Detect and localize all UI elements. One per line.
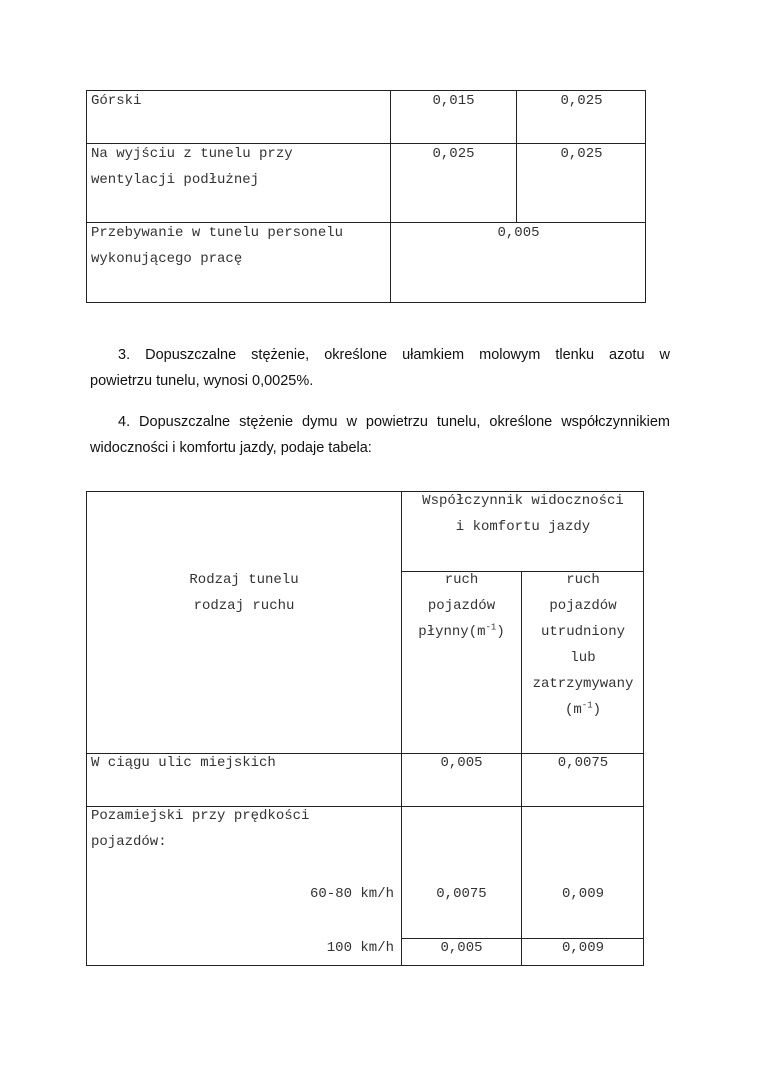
- table-2-speed-100-col1: 0,005: [440, 940, 483, 956]
- unit-close: ): [496, 624, 505, 640]
- table-2-header-col1: [402, 567, 521, 645]
- table-2-row-miejskie-col2: 0,0075: [557, 755, 609, 771]
- table-2-header-rodzaj: [87, 567, 401, 619]
- header-line: utrudniony: [540, 624, 625, 640]
- label-line: Przebywanie w tunelu personelu: [91, 225, 344, 241]
- table-1-row-1-col2: 0,025: [560, 93, 603, 109]
- table-1-row-1-col1: 0,015: [432, 93, 475, 109]
- header-line: zatrzymywany: [532, 676, 634, 692]
- label-line: Na wyjściu z tunelu przy: [91, 146, 293, 162]
- header-line: Rodzaj tunelu: [189, 572, 299, 588]
- unit-close: ): [592, 702, 602, 718]
- table-1-row-2-label: [91, 141, 293, 193]
- unit-text: płynny(m: [418, 624, 486, 640]
- unit-exponent: -1: [581, 700, 593, 711]
- label-line: wykonującego pracę: [91, 251, 243, 267]
- table-2-speed-60-80: 60-80 km/h: [309, 886, 394, 902]
- paragraph-3: [90, 342, 670, 394]
- header-line: rodzaj ruchu: [193, 598, 295, 614]
- table-2-row-miejskie-label: W ciągu ulic miejskich: [91, 755, 276, 771]
- label-line: Górski: [91, 93, 142, 109]
- paragraph-3-line-1: 3. Dopuszczalne stężenie, określone ułamkiem molowym tlenku azotu w: [118, 347, 670, 363]
- header-line: ruch: [566, 572, 600, 588]
- header-line: Współczynnik widoczności: [422, 493, 624, 509]
- table-1-row-3-label: [91, 220, 343, 272]
- paragraph-4-line-2: widoczności i komfortu jazdy, podaje tabela:: [90, 440, 372, 456]
- table-1-row-3-merged: 0,005: [497, 225, 540, 241]
- unit-exponent: -1: [485, 622, 497, 633]
- table-1-row-2-col2: 0,025: [560, 146, 603, 162]
- table-1-col-divider: [390, 90, 391, 303]
- paragraph-3-line-2: powietrzu tunelu, wynosi 0,0025%.: [90, 373, 314, 389]
- table-2-row-pozamiejski-label: [91, 803, 309, 855]
- table-2-speed-60-80-col1: 0,0075: [436, 886, 487, 902]
- table-2-speed-60-80-col2: 0,009: [561, 886, 604, 902]
- table-1-row-2-col1: 0,025: [432, 146, 475, 162]
- header-line: i komfortu jazdy: [455, 519, 591, 535]
- header-line: ruch: [444, 572, 479, 588]
- header-line: pojazdów: [549, 598, 617, 614]
- header-line: pojazdów: [427, 598, 496, 614]
- table-2-speed-100-col2: 0,009: [561, 940, 604, 956]
- unit-open: (m: [564, 702, 582, 718]
- paragraph-4: [90, 409, 670, 461]
- header-line: [402, 619, 521, 645]
- paragraph-4-line-1: 4. Dopuszczalne stężenie dymu w powietrzu tunelu, określone współczynnikiem: [118, 414, 670, 430]
- table-1-row-1-label: [91, 88, 141, 114]
- label-line: Pozamiejski przy prędkości: [91, 808, 310, 824]
- label-line: wentylacji podłużnej: [91, 172, 260, 188]
- table-2-row-miejskie-col1: 0,005: [440, 755, 483, 771]
- table-2-speed-100: 100 km/h: [326, 940, 394, 956]
- header-line: [522, 697, 644, 723]
- header-line: lub: [570, 650, 596, 666]
- table-2-header-col2: [522, 567, 644, 723]
- label-line: pojazdów:: [91, 834, 167, 850]
- table-2-header-wspolczynnik: [402, 488, 644, 540]
